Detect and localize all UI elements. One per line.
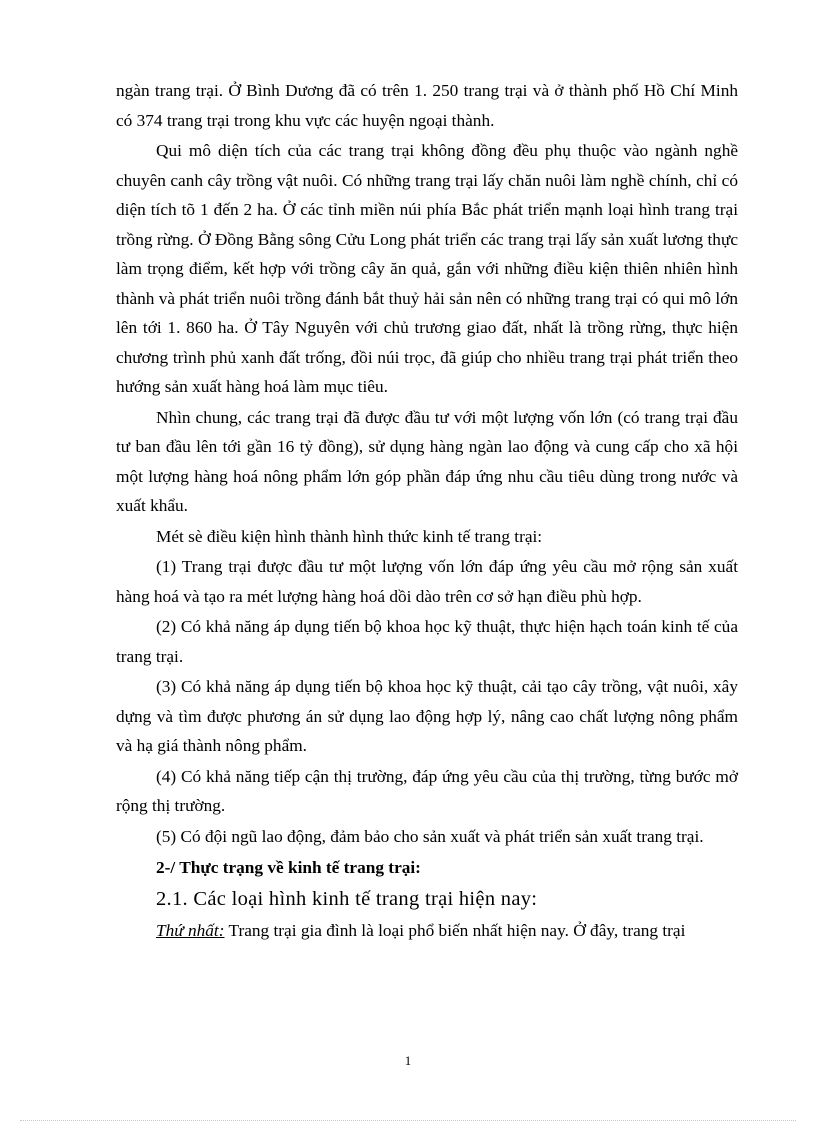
page-number: 1 bbox=[404, 1053, 412, 1068]
condition-item-4: (4) Có khả năng tiếp cận thị trường, đáp ứng yêu cầu của thị trường, từng bước mở rộng thị trường. bbox=[116, 766, 738, 815]
paragraph-overview: Nhìn chung, các trang trại đã được đầu tư với một lượng vốn lớn (có trang trại đầu tư ban đầu lên tới gần 16 tỷ đồng), sử dụng hàng ngàn lao động và cung cấp cho xã hội một lượng hàng hoá nông phẩm lớn góp phần đáp ứng nhu cầu tiêu dùng trong nước và xuất khẩu. bbox=[116, 407, 738, 515]
condition-item-2: (2) Có khả năng áp dụng tiến bộ khoa học kỹ thuật, thực hiện hạch toán kinh tế của trang trại. bbox=[116, 617, 738, 666]
condition-item-5: (5) Có đội ngũ lao động, đảm bảo cho sản xuất và phát triển sản xuất trang trại. bbox=[156, 826, 704, 846]
paragraph-continuation: ngàn trang trại. Ở Bình Dương đã có trên 1. 250 trang trại và ở thành phố Hồ Chí Minh có 374 trang trại trong khu vực các huyện ngoại thành. bbox=[116, 81, 738, 130]
paragraph-first-type bbox=[116, 916, 738, 946]
body-text bbox=[116, 76, 738, 945]
page-bottom-border bbox=[20, 1120, 796, 1121]
first-type-label: Thứ nhất: bbox=[156, 920, 225, 940]
paragraph-farm-scale: Qui mô diện tích của các trang trại không đồng đều phụ thuộc vào ngành nghề chuyên canh cây trồng vật nuôi. Có những trang trại lấy chăn nuôi làm nghề chính, chỉ có diện tích tõ 1 đến 2 ha. Ở các tỉnh miền núi phía Bắc phát triển mạnh loại hình trang trại trồng rừng. Ở Đồng Bằng sông Cửu Long phát triển các trang trại lấy sản xuất lương thực làm trọng điểm, kết hợp với trồng cây ăn quả, gắn với những điều kiện thiên nhiên hình thành và phát triển nuôi trồng đánh bắt thuỷ hải sản nên có những trang trại có qui mô lớn lên tới 1. 860 ha. Ở Tây Nguyên với chủ trương giao đất, nhất là trồng rừng, thực hiện chương trình phủ xanh đất trống, đồi núi trọc, đã giúp cho nhiều trang trại phát triển theo hướng sản xuất hàng hoá làm mục tiêu. bbox=[116, 141, 738, 396]
first-type-text: Trang trại gia đình là loại phổ biến nhất hiện nay. Ở đây, trang trại bbox=[224, 920, 686, 940]
condition-item-3: (3) Có khả năng áp dụng tiến bộ khoa học kỹ thuật, cải tạo cây trồng, vật nuôi, xây dựng và tìm được phương án sử dụng lao động hợp lý, nâng cao chất lượng nông phẩm và hạ giá thành nông phẩm. bbox=[116, 677, 738, 755]
section-heading: 2-/ Thực trạng về kinh tế trang trại: bbox=[156, 858, 421, 877]
condition-item-1: (1) Trang trại được đầu tư một lượng vốn lớn đáp ứng yêu cầu mở rộng sản xuất hàng hoá và tạo ra mét lượng hàng hoá dồi dào trên cơ sở hạn điều phù hợp. bbox=[116, 557, 738, 606]
subsection-heading: 2.1. Các loại hình kinh tế trang trại hiện nay: bbox=[156, 887, 538, 910]
paragraph-conditions-intro: Mét sè điều kiện hình thành hình thức kinh tế trang trại: bbox=[156, 526, 543, 546]
